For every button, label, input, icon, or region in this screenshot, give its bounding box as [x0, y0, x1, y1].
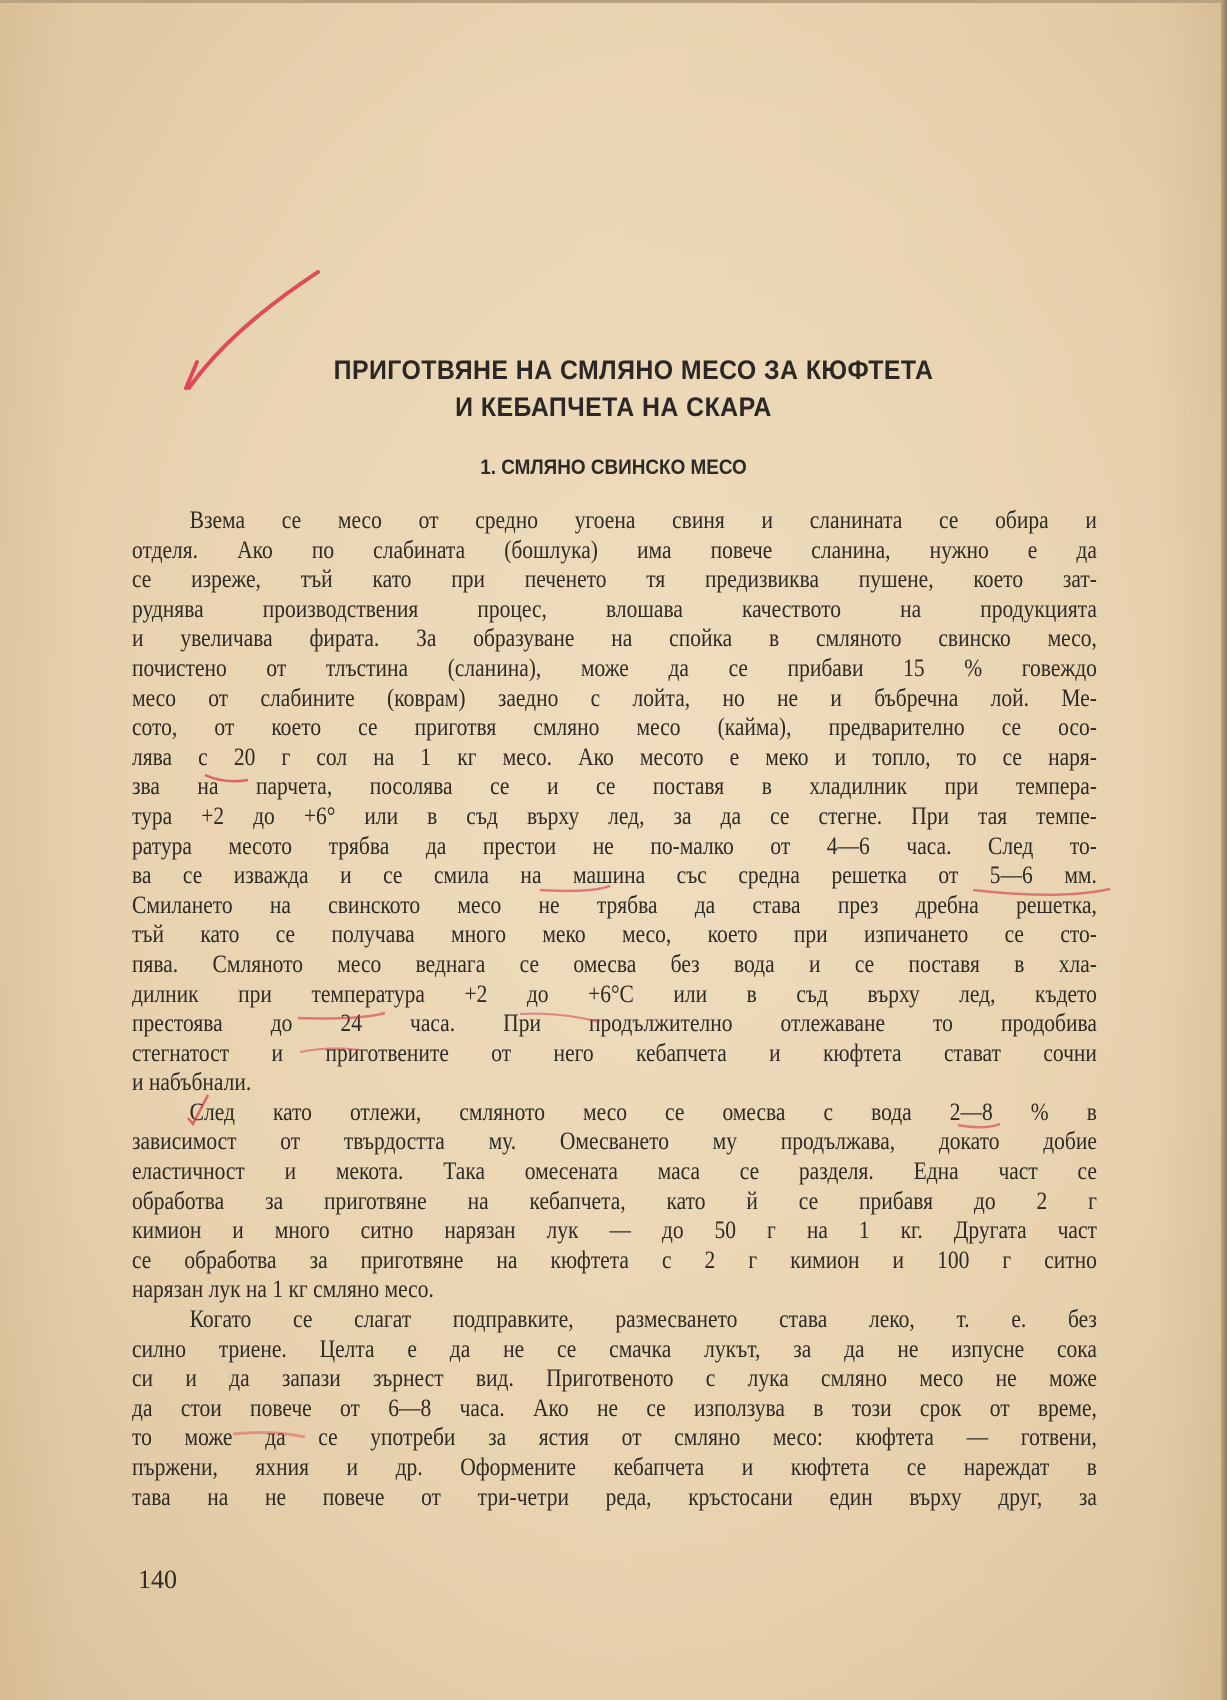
- text-line: почистено от тлъстина (сланина), може да се прибави 15 % говеждо: [132, 654, 1097, 682]
- text-line: тура +2 до +6° или в съд върху лед, за да се стегне. При тая темпе-: [132, 802, 1097, 830]
- text-line: месо от слабините (коврам) заедно с лойта, но не и бъбречна лой. Ме-: [132, 684, 1097, 712]
- scan-edge-top: [0, 0, 1227, 3]
- text-line: зва на парчета, посолява се и се поставя в хладилник при темпера-: [132, 773, 1097, 801]
- text-line: зависимост от твърдостта му. Омесването му продължава, докато добие: [132, 1128, 1097, 1156]
- text-line: отделя. Ако по слабината (бошлука) има повече сланина, нужно е да: [132, 536, 1097, 564]
- text-line: сото, от което се приготвя смляно месо (кайма), предварително се осо-: [132, 714, 1097, 742]
- text-line: силно триене. Целта е да не се смачка лукът, за да не изпусне сока: [132, 1335, 1097, 1363]
- text-line: престоява до 24 часа. При продължително отлежаване то продобива: [132, 1010, 1097, 1038]
- text-line: кимион и много ситно нарязан лук — до 50 г на 1 кг. Другата част: [132, 1217, 1097, 1245]
- text-line: то може да се употреби за ястия от смляно месо: кюфтета — готвени,: [132, 1424, 1097, 1452]
- text-line: След като отлежи, смляното месо се омесва с вода 2—8 % в: [189, 1098, 1097, 1126]
- text-line: еластичност и мекота. Така омесената маса се разделя. Една част се: [132, 1158, 1097, 1186]
- text-line: ва се изважда и се смила на машина със средна решетка от 5—6 мм.: [132, 862, 1097, 890]
- text-line: руднява производствения процес, влошава качеството на продукцията: [132, 595, 1097, 623]
- text-line: Когато се слагат подправките, размесването става леко, т. е. без: [189, 1306, 1097, 1334]
- text-line: да стои повече от 6—8 часа. Ако не се използува в този срок от време,: [132, 1394, 1097, 1422]
- scan-edge-right: [1221, 0, 1227, 1700]
- chapter-title-line-1: ПРИГОТВЯНЕ НА СМЛЯНО МЕСО ЗА КЮФТЕТА: [333, 355, 934, 385]
- text-line: тава на не повече от три-четри реда, кръстосани един върху друг, за: [132, 1483, 1097, 1511]
- text-line: нарязан лук на 1 кг смляно месо.: [132, 1276, 434, 1304]
- text-line: и набъбнали.: [132, 1069, 252, 1097]
- page-number: 140: [138, 1565, 177, 1594]
- text-line: пържени, яхния и др. Оформените кебапчета и кюфтета се нареждат в: [132, 1454, 1097, 1481]
- text-line: Смилането на свинското месо не трябва да става през дребна решетка,: [132, 891, 1097, 919]
- text-line: ратура месото трябва да престои не по-малко от 4—6 часа. След то-: [132, 832, 1097, 860]
- text-line: си и да запази зърнест вид. Приготвеното с лука смляно месо не може: [132, 1365, 1097, 1393]
- text-line: лява с 20 г сол на 1 кг месо. Ако месото е меко и топло, то се наря-: [132, 743, 1097, 771]
- text-line: стегнатост и приготвените от него кебапчета и кюфтета стават сочни: [132, 1039, 1097, 1067]
- text-line: пява. Смляното месо веднага се омесва без вода и се поставя в хла-: [132, 950, 1097, 978]
- text-line: обработва за приготвяне на кебапчета, като й се прибавя до 2 г: [132, 1187, 1097, 1215]
- text-line: тъй като се получава много меко месо, което при изпичането се сто-: [132, 921, 1097, 949]
- body-text: [132, 506, 1097, 1512]
- chapter-title-line-2: И КЕБАПЧЕТА НА СКАРА: [455, 392, 772, 422]
- text-line: и увеличава фирата. За образуване на спойка в смляното свинско месо,: [132, 625, 1097, 653]
- text-line: се изреже, тъй като при печенето тя предизвиква пушене, което зат-: [132, 566, 1097, 594]
- text-line: се обработва за приготвяне на кюфтета с 2 г кимион и 100 г ситно: [132, 1246, 1097, 1274]
- text-line: Взема се месо от средно угоена свиня и сланината се обира и: [189, 507, 1097, 534]
- text-line: дилник при температура +2 до +6°C или в съд върху лед, където: [132, 980, 1097, 1008]
- section-heading: 1. СМЛЯНО СВИНСКО МЕСО: [480, 456, 747, 479]
